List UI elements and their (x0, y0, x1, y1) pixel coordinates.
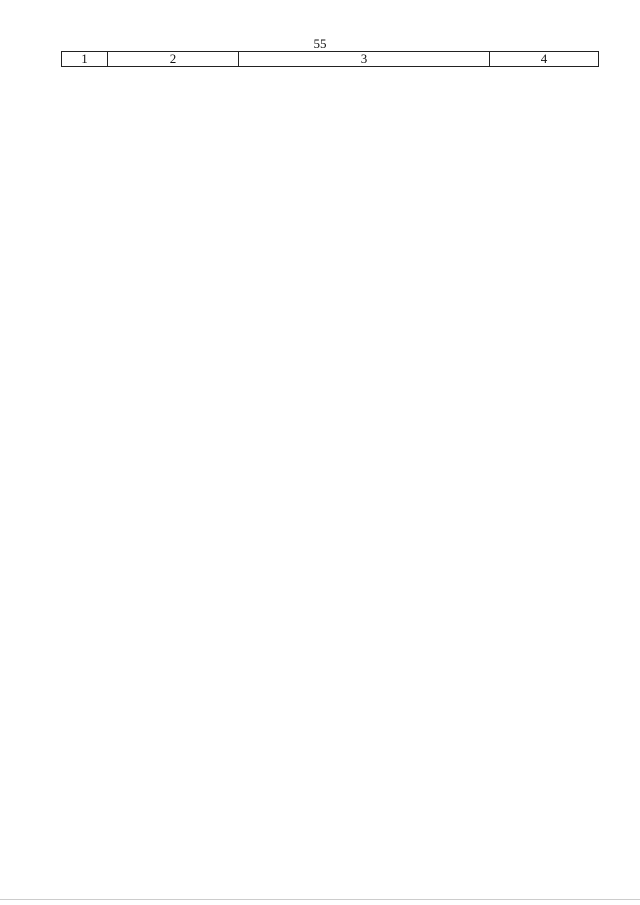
column-header-2: 2 (108, 52, 239, 67)
page-bottom-edge (0, 899, 640, 900)
column-header-3: 3 (239, 52, 490, 67)
column-header-4: 4 (490, 52, 599, 67)
page-number: 55 (313, 36, 327, 51)
column-header-1: 1 (62, 52, 108, 67)
